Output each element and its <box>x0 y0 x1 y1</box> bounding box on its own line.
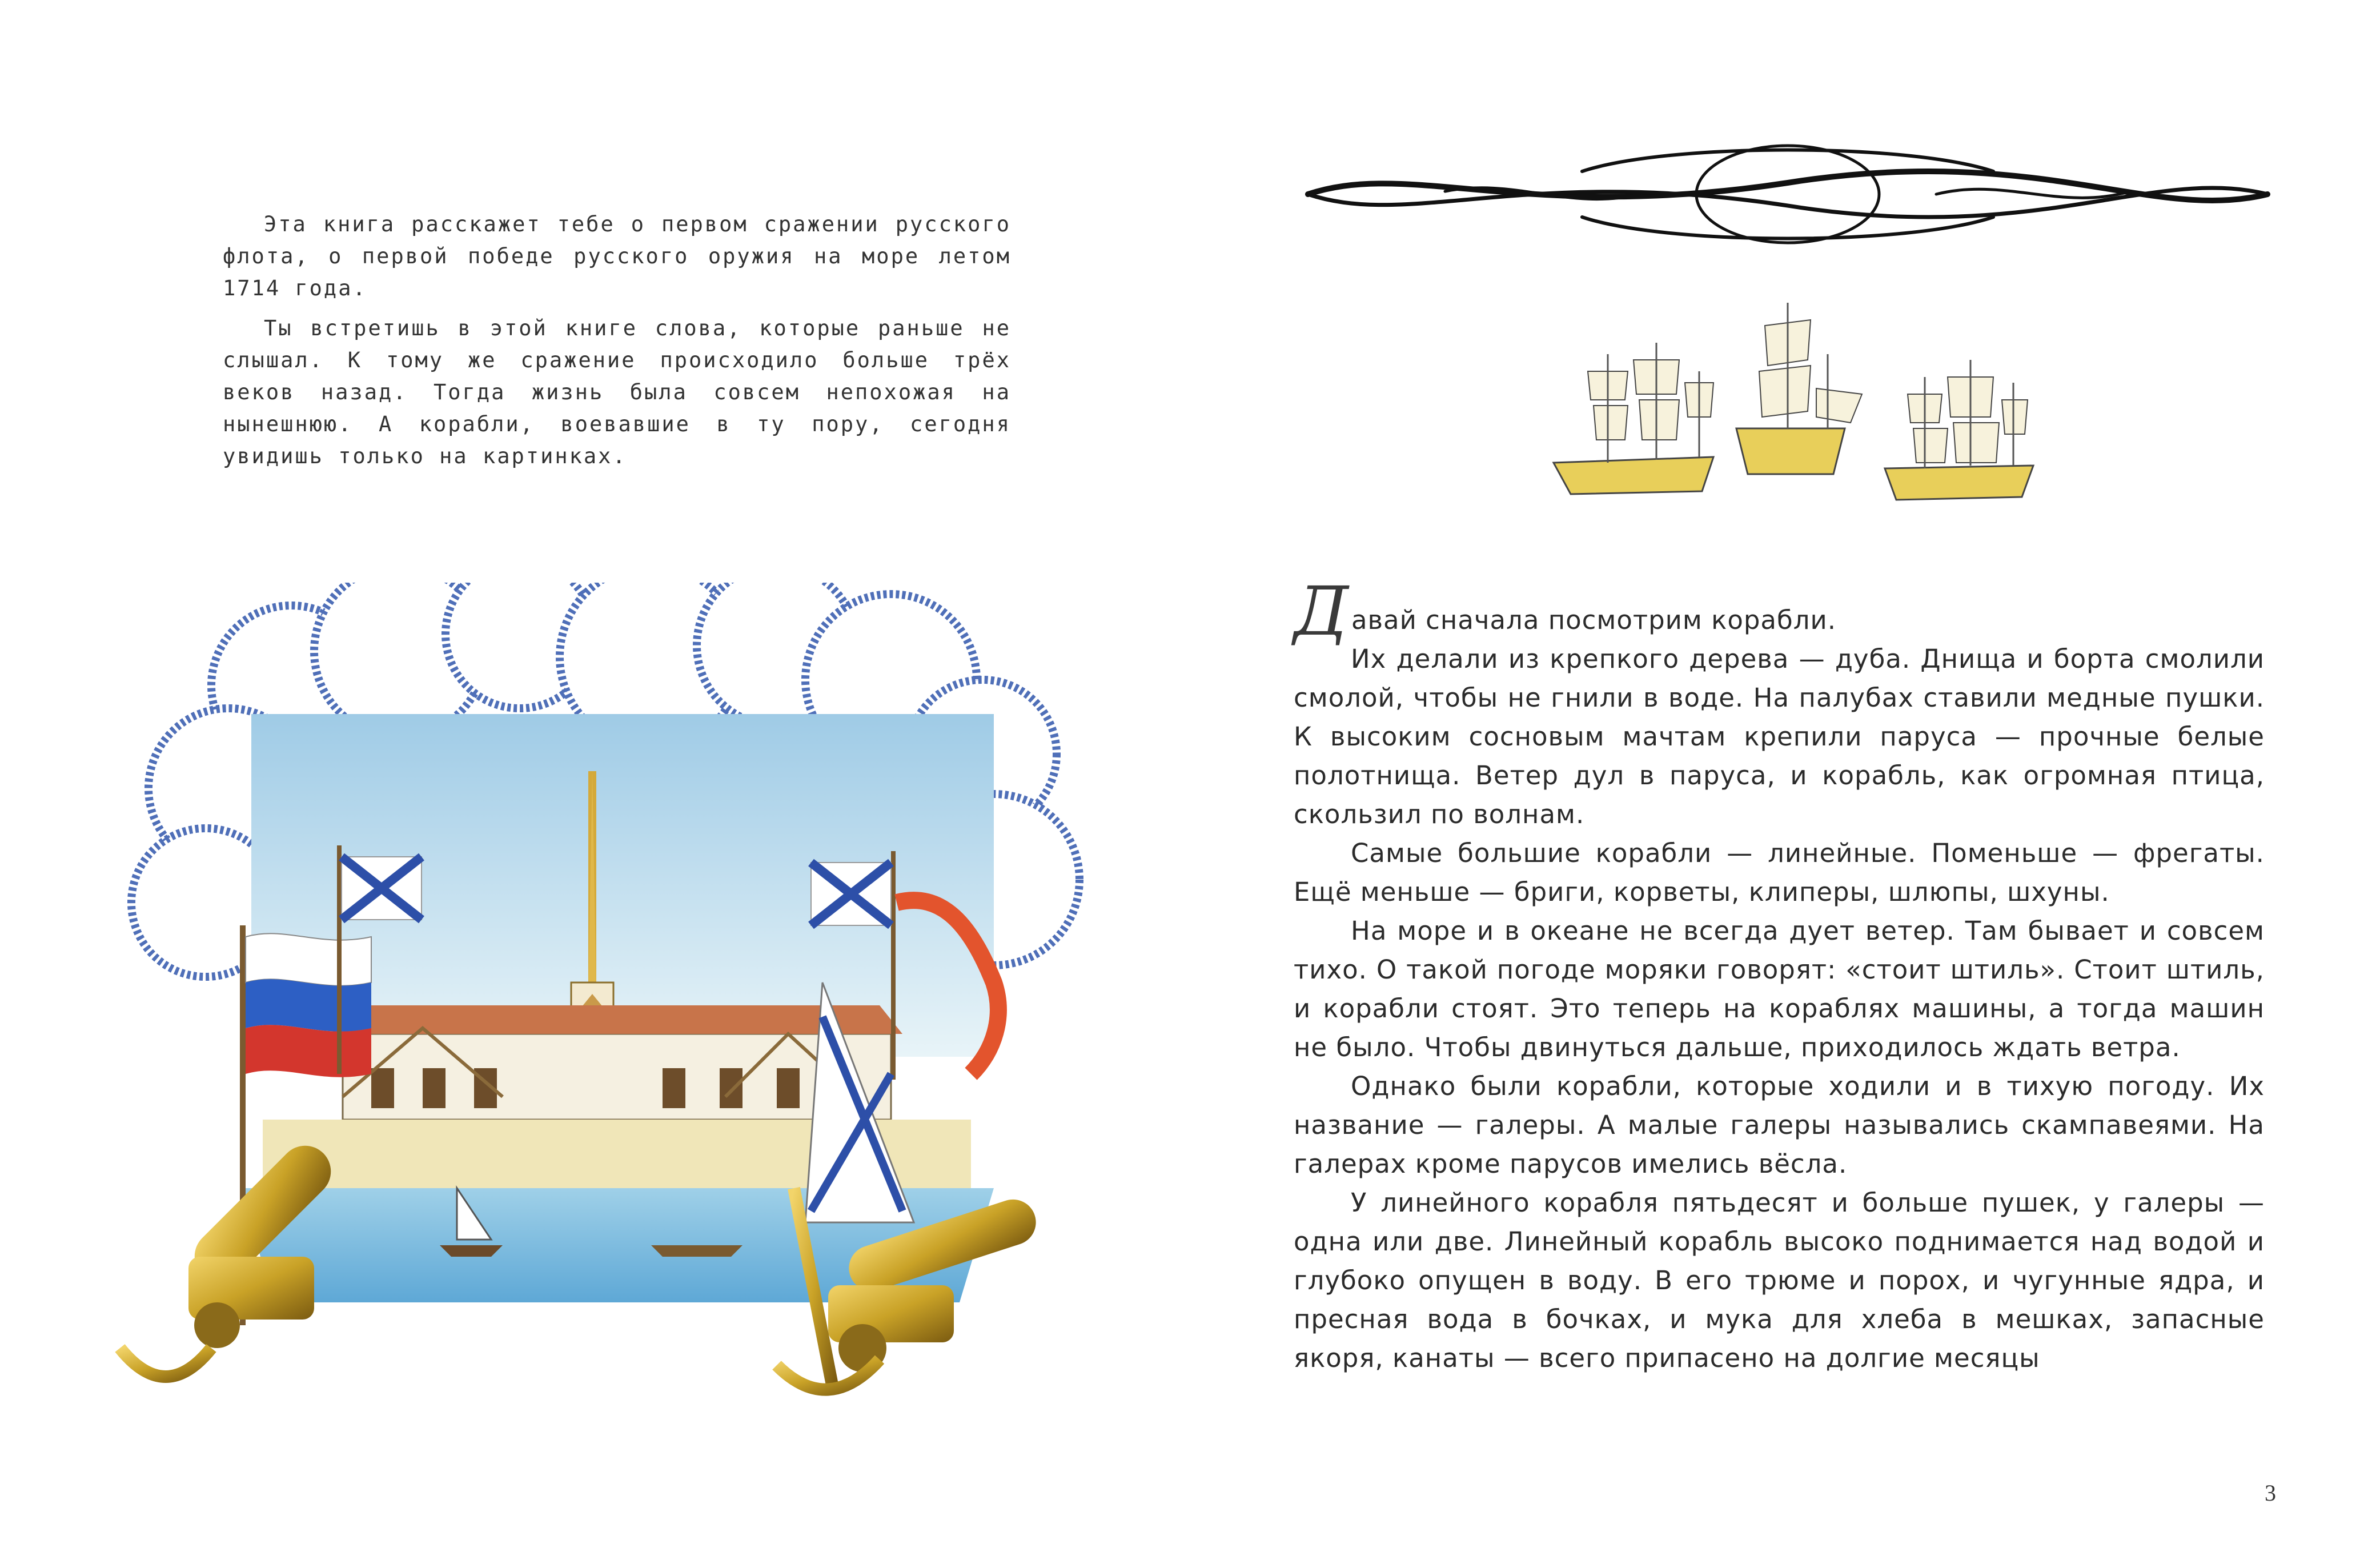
decorative-flourish <box>1297 137 2279 251</box>
paragraph-1 <box>1294 572 2265 651</box>
harbor-illustration <box>103 583 1131 1434</box>
paragraph-4: На море и в океане не всегда дует ветер. Там бывает и совсем тихо. О такой погоде моряки говорят: «стоит штиль». Стоит штиль, и корабли стоят. Это теперь на кораблях машины, а тогда машин не было. Чтобы двинуться дальше, приходилось ждать ветра. <box>1294 916 2265 1062</box>
paragraph-3: Самые большие корабли — линейные. Поменьше — фрегаты. Ещё меньше — бриги, корветы, клиперы, шлюпы, шхуны. <box>1294 838 2265 907</box>
ship-right <box>1885 360 2033 500</box>
paragraph-2: Их делали из крепкого дерева — дуба. Днища и борта смолили смолой, чтобы не гнили в воде. На палубах ставили медные пушки. К высоким сосновым мачтам крепили паруса — прочные белые полотнища. Ветер дул в паруса, и корабль, как огромная птица, скользил по волнам. <box>1294 644 2265 829</box>
ships-vignette <box>1542 286 2056 526</box>
intro-paragraph-2: Ты встретишь в этой книге слова, которые раньше не слышал. К тому же сражение происходило больше трёх веков назад. Тогда жизнь была совсем непохожая на нынешнюю. А корабли, воевавшие в ту пору, сегодня увидишь только на картинках. <box>223 316 1011 468</box>
rowboat <box>651 1245 743 1257</box>
intro-paragraph-1: Эта книга расскажет тебе о первом сражении русского флота, о первой победе русского оружия на море летом 1714 года. <box>223 212 1011 300</box>
paragraph-5: Однако были корабли, которые ходили и в тихую погоду. Их название — галеры. А малые галеры назывались скампавеями. На галерах кроме парусов имелись вёсла. <box>1294 1071 2265 1179</box>
ship-center <box>1736 303 1862 474</box>
main-text <box>1294 572 2265 1378</box>
page-number: 3 <box>2265 1480 2276 1506</box>
ship-left <box>1554 343 1713 494</box>
intro-text <box>223 208 1011 480</box>
dropcap: Д <box>1294 572 1349 651</box>
paragraph-6: У линейного корабля пятьдесят и больше пушек, у галеры — одна или две. Линейный корабль высоко поднимается над водой и глубоко опущен в воду. В его трюме и порох, и чугунные ядра, и пресная вода в бочках, и мука для хлеба в мешках, запасные якоря, канаты — всего припасено на долгие месяцы <box>1294 1188 2265 1373</box>
paragraph-1-text: авай сначала посмотрим корабли. <box>1351 605 1837 635</box>
